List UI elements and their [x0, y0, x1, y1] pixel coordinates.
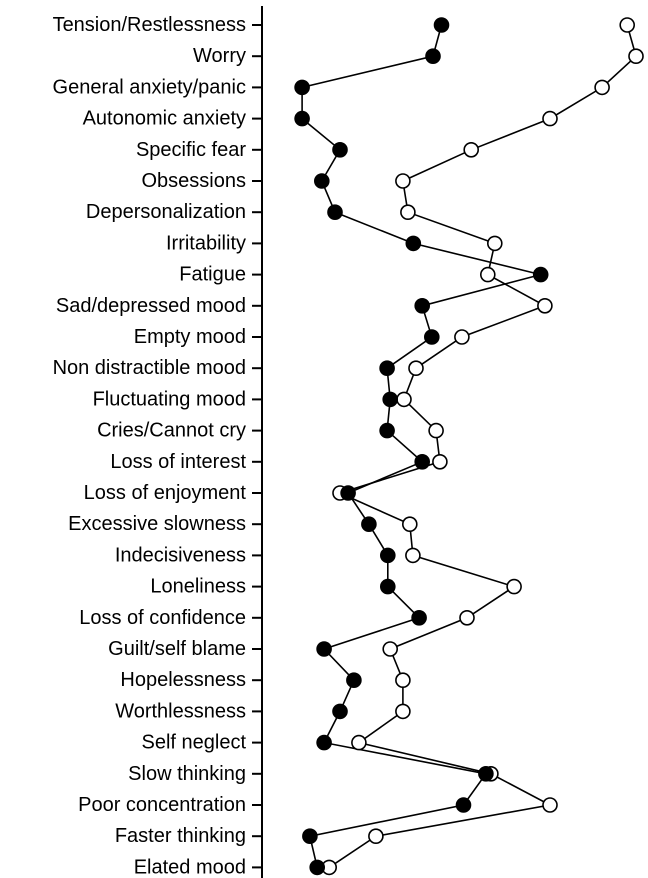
- data-point-filled-specific-fear: [333, 143, 347, 157]
- data-point-filled-fluctuating-mood: [383, 392, 397, 406]
- data-point-filled-general-anxiety-panic: [295, 80, 309, 94]
- category-label-excessive-slowness: Excessive slowness: [68, 513, 246, 536]
- data-point-open-non-distractible-mood: [409, 361, 423, 375]
- data-point-open-tension-restlessness: [620, 18, 634, 32]
- series-line-open: [329, 25, 636, 867]
- category-label-loneliness: Loneliness: [150, 575, 246, 598]
- data-point-filled-tension-restlessness: [435, 18, 449, 32]
- data-point-open-self-neglect: [352, 736, 366, 750]
- data-point-filled-sad-depressed-mood: [415, 299, 429, 313]
- series-markers-filled: [295, 18, 548, 874]
- y-axis-ticks: [252, 25, 262, 867]
- category-label-tension-restlessness: Tension/Restlessness: [52, 14, 246, 36]
- category-label-loss-of-enjoyment: Loss of enjoyment: [83, 482, 246, 504]
- data-point-open-poor-concentration: [543, 798, 557, 812]
- data-point-filled-loss-of-enjoyment: [341, 486, 355, 500]
- data-point-open-autonomic-anxiety: [543, 112, 557, 126]
- category-label-obsessions: Obsessions: [141, 170, 246, 192]
- category-label-empty-mood: Empty mood: [133, 326, 246, 348]
- category-label-general-anxiety-panic: General anxiety/panic: [52, 76, 246, 99]
- category-label-autonomic-anxiety: Autonomic anxiety: [82, 107, 246, 130]
- data-point-open-worry: [629, 49, 643, 63]
- data-point-open-depersonalization: [401, 205, 415, 219]
- data-point-open-irritability: [488, 236, 502, 250]
- category-label-specific-fear: Specific fear: [135, 138, 246, 161]
- category-label-indecisiveness: Indecisiveness: [114, 544, 246, 567]
- category-label-self-neglect: Self neglect: [141, 731, 246, 754]
- data-point-open-hopelessness: [396, 673, 410, 687]
- data-point-open-guilt-self-blame: [383, 642, 397, 656]
- series-markers: [295, 18, 643, 874]
- data-point-filled-empty-mood: [425, 330, 439, 344]
- category-label-fluctuating-mood: Fluctuating mood: [92, 388, 246, 411]
- data-point-filled-worthlessness: [333, 704, 347, 718]
- data-point-filled-loneliness: [381, 580, 395, 594]
- category-label-worry: Worry: [193, 45, 246, 68]
- data-point-filled-slow-thinking: [479, 767, 493, 781]
- data-point-filled-depersonalization: [328, 205, 342, 219]
- data-point-filled-self-neglect: [317, 736, 331, 750]
- data-point-open-sad-depressed-mood: [538, 299, 552, 313]
- data-point-filled-faster-thinking: [303, 829, 317, 843]
- data-point-filled-hopelessness: [347, 673, 361, 687]
- data-point-filled-elated-mood: [310, 860, 324, 874]
- category-label-sad-depressed-mood: Sad/depressed mood: [55, 294, 246, 317]
- data-point-open-worthlessness: [396, 704, 410, 718]
- data-point-open-indecisiveness: [406, 548, 420, 562]
- data-point-filled-guilt-self-blame: [317, 642, 331, 656]
- category-label-loss-of-confidence: Loss of confidence: [79, 606, 246, 629]
- data-point-open-general-anxiety-panic: [595, 80, 609, 94]
- data-point-filled-obsessions: [315, 174, 329, 188]
- category-labels: [53, 14, 247, 878]
- data-point-filled-fatigue: [534, 268, 548, 282]
- data-point-filled-autonomic-anxiety: [295, 112, 309, 126]
- data-point-filled-cries-cannot-cry: [380, 424, 394, 438]
- category-label-loss-of-interest: Loss of interest: [110, 450, 246, 473]
- category-label-hopelessness: Hopelessness: [120, 669, 246, 692]
- data-point-open-loss-of-interest: [433, 455, 447, 469]
- data-point-open-specific-fear: [464, 143, 478, 157]
- data-point-open-obsessions: [396, 174, 410, 188]
- category-label-fatigue: Fatigue: [179, 263, 246, 286]
- category-label-depersonalization: Depersonalization: [85, 201, 246, 224]
- data-point-open-faster-thinking: [369, 829, 383, 843]
- category-label-elated-mood: Elated mood: [133, 856, 246, 878]
- data-point-open-loss-of-confidence: [460, 611, 474, 625]
- data-point-filled-non-distractible-mood: [380, 361, 394, 375]
- data-point-open-fatigue: [481, 268, 495, 282]
- category-label-slow-thinking: Slow thinking: [128, 762, 246, 785]
- data-point-open-loneliness: [507, 580, 521, 594]
- data-point-open-cries-cannot-cry: [429, 424, 443, 438]
- category-label-poor-concentration: Poor concentration: [78, 794, 246, 816]
- data-point-open-empty-mood: [455, 330, 469, 344]
- data-point-filled-loss-of-confidence: [412, 611, 426, 625]
- category-label-irritability: Irritability: [165, 232, 246, 255]
- category-label-guilt-self-blame: Guilt/self blame: [108, 638, 246, 660]
- category-label-non-distractible-mood: Non distractible mood: [52, 357, 246, 380]
- category-label-cries-cannot-cry: Cries/Cannot cry: [97, 419, 246, 442]
- data-point-filled-excessive-slowness: [362, 517, 376, 531]
- data-point-filled-worry: [426, 49, 440, 63]
- category-label-faster-thinking: Faster thinking: [114, 825, 246, 848]
- data-point-filled-indecisiveness: [381, 548, 395, 562]
- category-label-worthlessness: Worthlessness: [115, 700, 246, 723]
- data-point-filled-loss-of-interest: [415, 455, 429, 469]
- data-point-filled-poor-concentration: [457, 798, 471, 812]
- data-point-filled-irritability: [406, 236, 420, 250]
- data-point-open-fluctuating-mood: [397, 392, 411, 406]
- data-point-open-excessive-slowness: [403, 517, 417, 531]
